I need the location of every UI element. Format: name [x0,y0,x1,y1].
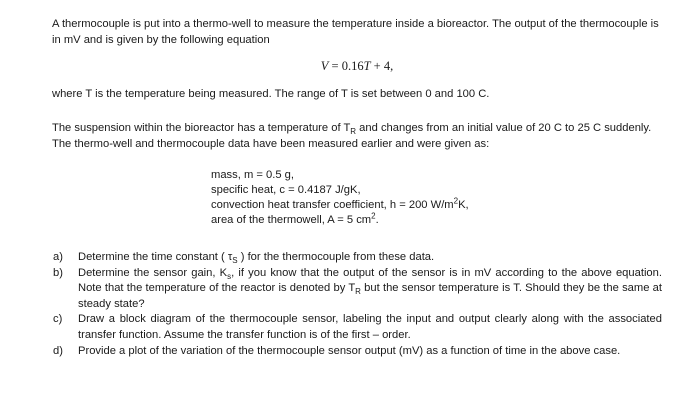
question-label: c) [53,313,63,326]
question-label: b) [53,266,63,279]
question-label: a) [53,251,63,263]
param-area-end: . [375,214,379,226]
question-text [78,266,662,313]
param-area-text: area of the thermowell, A = 5 cm [211,214,372,226]
intro-paragraph: A thermocouple is put into a thermo-well to measure the temperature inside a bioreactor. The output of the thermocouple is in mV and is given by the following equation [52,18,659,46]
question-item [52,312,662,343]
question-b-post: but the sensor temperature is T. Should they be the same at steady state? [78,282,662,310]
range-paragraph: where T is the temperature being measured. The range of T is set between 0 and 100 C. [52,88,490,100]
param-area-superscript: 2 [371,211,376,221]
question-item [52,266,662,313]
question-b-subscript-2: R [355,287,361,297]
parameter-list [211,168,662,228]
equation-lhs: V [320,59,329,73]
question-b-subscript: s [227,271,232,281]
suspension-subscript: R [350,127,357,137]
question-text [78,250,662,266]
question-text: Draw a block diagram of the thermocouple sensor, labeling the input and output clearly along with the associated transfer function. Assume the transfer function is of the first – order. [78,313,662,341]
param-h-unit: K, [458,199,469,211]
param-mass: mass, m = 0.5 g, [211,169,295,181]
question-a-pre: Determine the time constant ( τ [78,251,233,263]
equation-equals: = [331,59,342,73]
question-list [52,250,662,359]
suspension-paragraph [52,120,662,152]
param-h-superscript: 2 [453,196,459,206]
param-h-text: convection heat transfer coefficient, h = 200 W/m [211,199,454,211]
suspension-text-1: The suspension within the bioreactor has a temperature of T [52,122,351,134]
param-specific-heat: specific heat, c = 0.4187 J/gK, [211,184,361,196]
question-text: Provide a plot of the variation of the thermocouple sensor output (mV) as a function of time in the above case. [78,344,621,357]
question-item [52,250,662,266]
equation-variable: T [363,59,371,73]
param-heat-transfer [211,198,662,213]
equation-coefficient: 0.16 [341,59,364,73]
thermocouple-equation [52,58,662,74]
param-area [211,213,662,228]
question-a-subscript: S [232,256,238,266]
question-label: d) [53,344,63,357]
question-a-post: ) for the thermocouple from these data. [237,251,435,263]
document-page [52,16,662,359]
equation-tail: + 4, [370,59,394,73]
question-b-mid: , if you know that the output of the sensor is in mV according to the above equation. Note that the temperature of the reactor is denoted by T [78,266,662,295]
question-item [52,344,662,360]
question-b-pre: Determine the sensor gain, K [78,266,228,279]
suspension-text-2: and changes from an initial value of 20 C to 25 C suddenly. The thermo-well and thermocouple data have been measured earlier and were given as: [52,122,652,150]
